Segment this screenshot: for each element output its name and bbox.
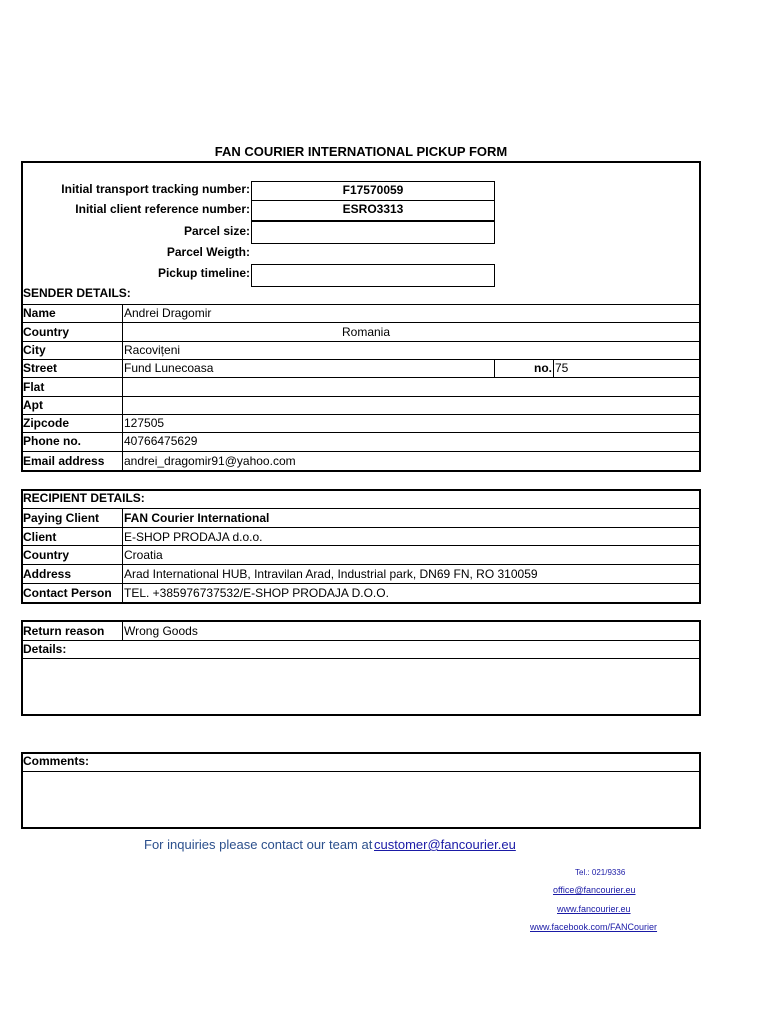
sender-name-label: Name <box>23 306 56 320</box>
recipient-address-value[interactable]: Arad International HUB, Intravilan Arad, Industrial park, DN69 FN, RO 310059 <box>124 567 538 581</box>
recipient-client-label: Client <box>23 530 57 544</box>
parcel-size-field[interactable] <box>251 221 495 244</box>
sender-apt-label: Apt <box>23 398 43 412</box>
contact-person-value[interactable]: TEL. +385976737532/E-SHOP PRODAJA D.O.O. <box>124 586 389 600</box>
sender-flat-label: Flat <box>23 380 45 394</box>
sender-country-label: Country <box>23 325 69 339</box>
sender-no-value[interactable]: 75 <box>555 361 569 375</box>
return-reason-label: Return reason <box>23 624 105 638</box>
tel-text: Tel.: 021/9336 <box>575 868 626 877</box>
paying-client-label: Paying Client <box>23 511 100 525</box>
parcel-weight-label: Parcel Weigth: <box>166 245 250 259</box>
sender-email-label: Email address <box>23 454 105 468</box>
sender-phone-value[interactable]: 40766475629 <box>124 434 198 448</box>
contact-person-label: Contact Person <box>23 586 112 600</box>
return-reason-value[interactable]: Wrong Goods <box>124 624 198 638</box>
sender-city-value[interactable]: Racovițeni <box>124 343 181 357</box>
recipient-client-value[interactable]: E-SHOP PRODAJA d.o.o. <box>124 530 263 544</box>
form-title: FAN COURIER INTERNATIONAL PICKUP FORM <box>214 144 508 159</box>
recipient-country-value[interactable]: Croatia <box>124 548 163 562</box>
sender-phone-label: Phone no. <box>23 434 81 448</box>
pickup-timeline-label: Pickup timeline: <box>157 266 250 280</box>
sender-street-value[interactable]: Fund Lunecoasa <box>124 361 214 375</box>
customer-email-link[interactable]: customer@fancourier.eu <box>374 837 516 852</box>
reference-label: Initial client reference number: <box>75 202 250 216</box>
tracking-label: Initial transport tracking number: <box>61 182 250 196</box>
pickup-timeline-field[interactable] <box>251 264 495 287</box>
inquiry-text: For inquiries please contact our team at <box>144 837 373 852</box>
sender-zipcode-label: Zipcode <box>23 416 70 430</box>
facebook-link[interactable]: www.facebook.com/FANCourier <box>530 922 658 932</box>
sender-email-value[interactable]: andrei_dragomir91@yahoo.com <box>124 454 296 468</box>
sender-no-label: no. <box>534 361 552 375</box>
reference-number-field[interactable]: ESRO3313 <box>251 200 495 221</box>
return-details-label: Details: <box>23 642 67 656</box>
recipient-heading: RECIPIENT DETAILS: <box>23 491 145 505</box>
parcel-size-label: Parcel size: <box>183 224 250 238</box>
office-email-link[interactable]: office@fancourier.eu <box>553 885 636 895</box>
sender-city-label: City <box>23 343 46 357</box>
sender-heading: SENDER DETAILS: <box>23 286 131 300</box>
comments-label: Comments: <box>23 754 90 768</box>
return-details-field[interactable] <box>23 660 699 714</box>
sender-zipcode-value[interactable]: 127505 <box>124 416 165 430</box>
sender-street-label: Street <box>23 361 58 375</box>
website-link[interactable]: www.fancourier.eu <box>557 904 631 914</box>
comments-field[interactable] <box>23 773 699 827</box>
paying-client-value[interactable]: FAN Courier International <box>124 511 270 525</box>
sender-name-value[interactable]: Andrei Dragomir <box>124 306 212 320</box>
sender-country-value[interactable]: Romania <box>341 325 391 339</box>
recipient-country-label: Country <box>23 548 69 562</box>
recipient-address-label: Address <box>23 567 72 581</box>
tracking-number-field[interactable]: F17570059 <box>251 181 495 201</box>
